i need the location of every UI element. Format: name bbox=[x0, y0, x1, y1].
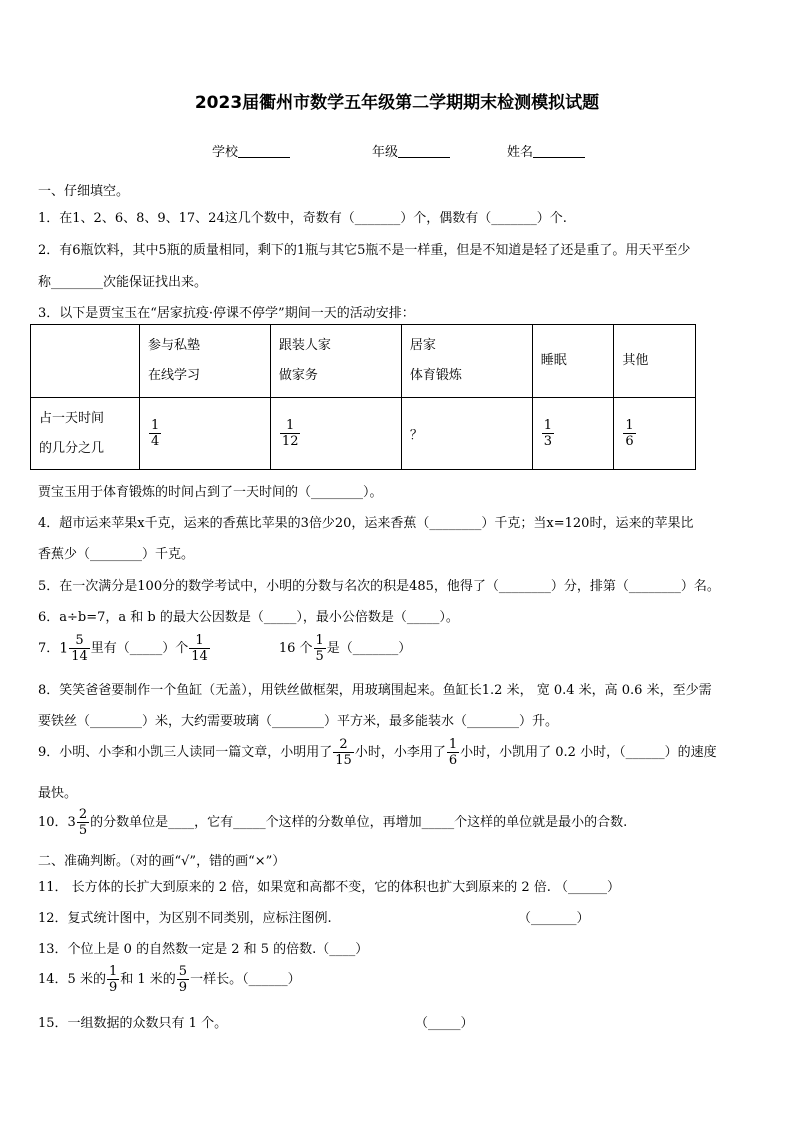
name-field bbox=[507, 141, 585, 160]
question-15: 15．一组数据的众数只有 1 个。 bbox=[38, 1016, 228, 1031]
question-8-line-1: 8．笑笑爸爸要制作一个鱼缸（无盖），用铁丝做框架，用玻璃围起来。鱼缸长1.2 米， 宽 0.4 米，高 0.6 米，至少需 bbox=[38, 683, 712, 698]
name-label: 姓名 bbox=[507, 145, 534, 160]
question-12: 12．复式统计图中，为区别不同类别，应标注图例. bbox=[38, 911, 332, 926]
school-blank bbox=[238, 144, 290, 158]
question-4-line-2: 香蕉少（________）千克。 bbox=[38, 547, 195, 562]
question-9: 9．小明、小李和小凯三人读同一篇文章，小明用了 $\frac{2}{15}$ 小时，小李用了 $\frac{1}{6}$ 小时，小凯用了 0.2 小时，（______）的速度 bbox=[38, 737, 717, 768]
table-row-label: 占一天时间 的几分之几 bbox=[31, 398, 140, 470]
question-5: 5．在一次满分是100分的数学考试中，小明的分数与名次的积是485，他得了（________）分，排第（________）名。 bbox=[38, 579, 720, 594]
question-2-line-2: 称________次能保证找出来。 bbox=[38, 275, 208, 290]
question-10: 10．3 $\frac{2}{5}$ 的分数单位是____，它有_____个这样的分数单位，再增加_____个这样的单位就是最小的合数. bbox=[38, 807, 628, 838]
school-label: 学校 bbox=[212, 145, 239, 160]
question-7: 7．1 $\frac{5}{14}$ 里有（_____）个 $\frac{1}{14}$ 16 个 $\frac{1}{5}$ 是（_______） bbox=[38, 633, 412, 664]
question-1: 1．在1、2、6、8、9、17、24这几个数中，奇数有（_______）个，偶数有（_______）个. bbox=[38, 211, 567, 226]
table-header-cell: 居家 体育锻炼 bbox=[401, 325, 532, 398]
table-header-cell: 睡眠 bbox=[532, 325, 614, 398]
table-header-cell: 跟装人家 做家务 bbox=[270, 325, 401, 398]
question-4-line-1: 4．超市运来苹果x千克，运来的香蕉比苹果的3倍少20，运来香蕉（________）千克；当x=120时，运来的苹果比 bbox=[38, 516, 694, 531]
question-6: 6．a÷b=7，a 和 b 的最大公因数是（_____），最小公倍数是（_____）。 bbox=[38, 610, 459, 625]
question-12-answer: （_______） bbox=[518, 911, 590, 926]
activity-table bbox=[30, 324, 696, 470]
table-cell: $\frac{1}{3}$ bbox=[532, 398, 614, 470]
section-2-heading: 二、准确判断。（对的画“√”，错的画“×”） bbox=[38, 854, 286, 869]
table-header-cell: 参与私塾 在线学习 bbox=[140, 325, 271, 398]
question-3-followup: 贾宝玉用于体育锻炼的时间占到了一天时间的（________）。 bbox=[38, 485, 383, 500]
table-cell: $\frac{1}{4}$ bbox=[140, 398, 271, 470]
question-15-answer: （_____） bbox=[415, 1016, 474, 1031]
question-8-line-2: 要铁丝（________）米，大约需要玻璃（________）平方米，最多能装水（________）升。 bbox=[38, 714, 559, 729]
grade-field bbox=[372, 141, 450, 160]
question-11: 11． 长方体的长扩大到原来的 2 倍，如果宽和高都不变，它的体积也扩大到原来的 2 倍. （______） bbox=[38, 880, 621, 895]
name-blank bbox=[533, 144, 585, 158]
table-row bbox=[31, 398, 696, 470]
table-corner-cell bbox=[31, 325, 140, 398]
table-header-row bbox=[31, 325, 696, 398]
table-cell: ？ bbox=[401, 398, 532, 470]
table-cell: $\frac{1}{6}$ bbox=[614, 398, 696, 470]
question-13: 13．个位上是 0 的自然数一定是 2 和 5 的倍数.（____） bbox=[38, 942, 369, 957]
page-title: 2023届衢州市数学五年级第二学期期末检测模拟试题 bbox=[194, 93, 600, 113]
grade-label: 年级 bbox=[372, 145, 399, 160]
table-header-cell: 其他 bbox=[614, 325, 696, 398]
question-9-line-2: 最快。 bbox=[38, 786, 78, 801]
grade-blank bbox=[398, 144, 450, 158]
table-cell: $\frac{1}{12}$ bbox=[270, 398, 401, 470]
question-14: 14．5 米的 $\frac{1}{9}$ 和 1 米的 $\frac{5}{9}$ 一样长。（______） bbox=[38, 964, 301, 995]
question-3: 3．以下是贾宝玉在“居家抗疫·停课不停学”期间一天的活动安排： bbox=[38, 306, 415, 321]
school-field bbox=[212, 141, 290, 160]
question-2-line-1: 2．有6瓶饮料，其中5瓶的质量相同，剩下的1瓶与其它5瓶不是一样重，但是不知道是轻了还是重了。用天平至少 bbox=[38, 243, 691, 258]
section-1-heading: 一、仔细填空。 bbox=[38, 184, 130, 199]
